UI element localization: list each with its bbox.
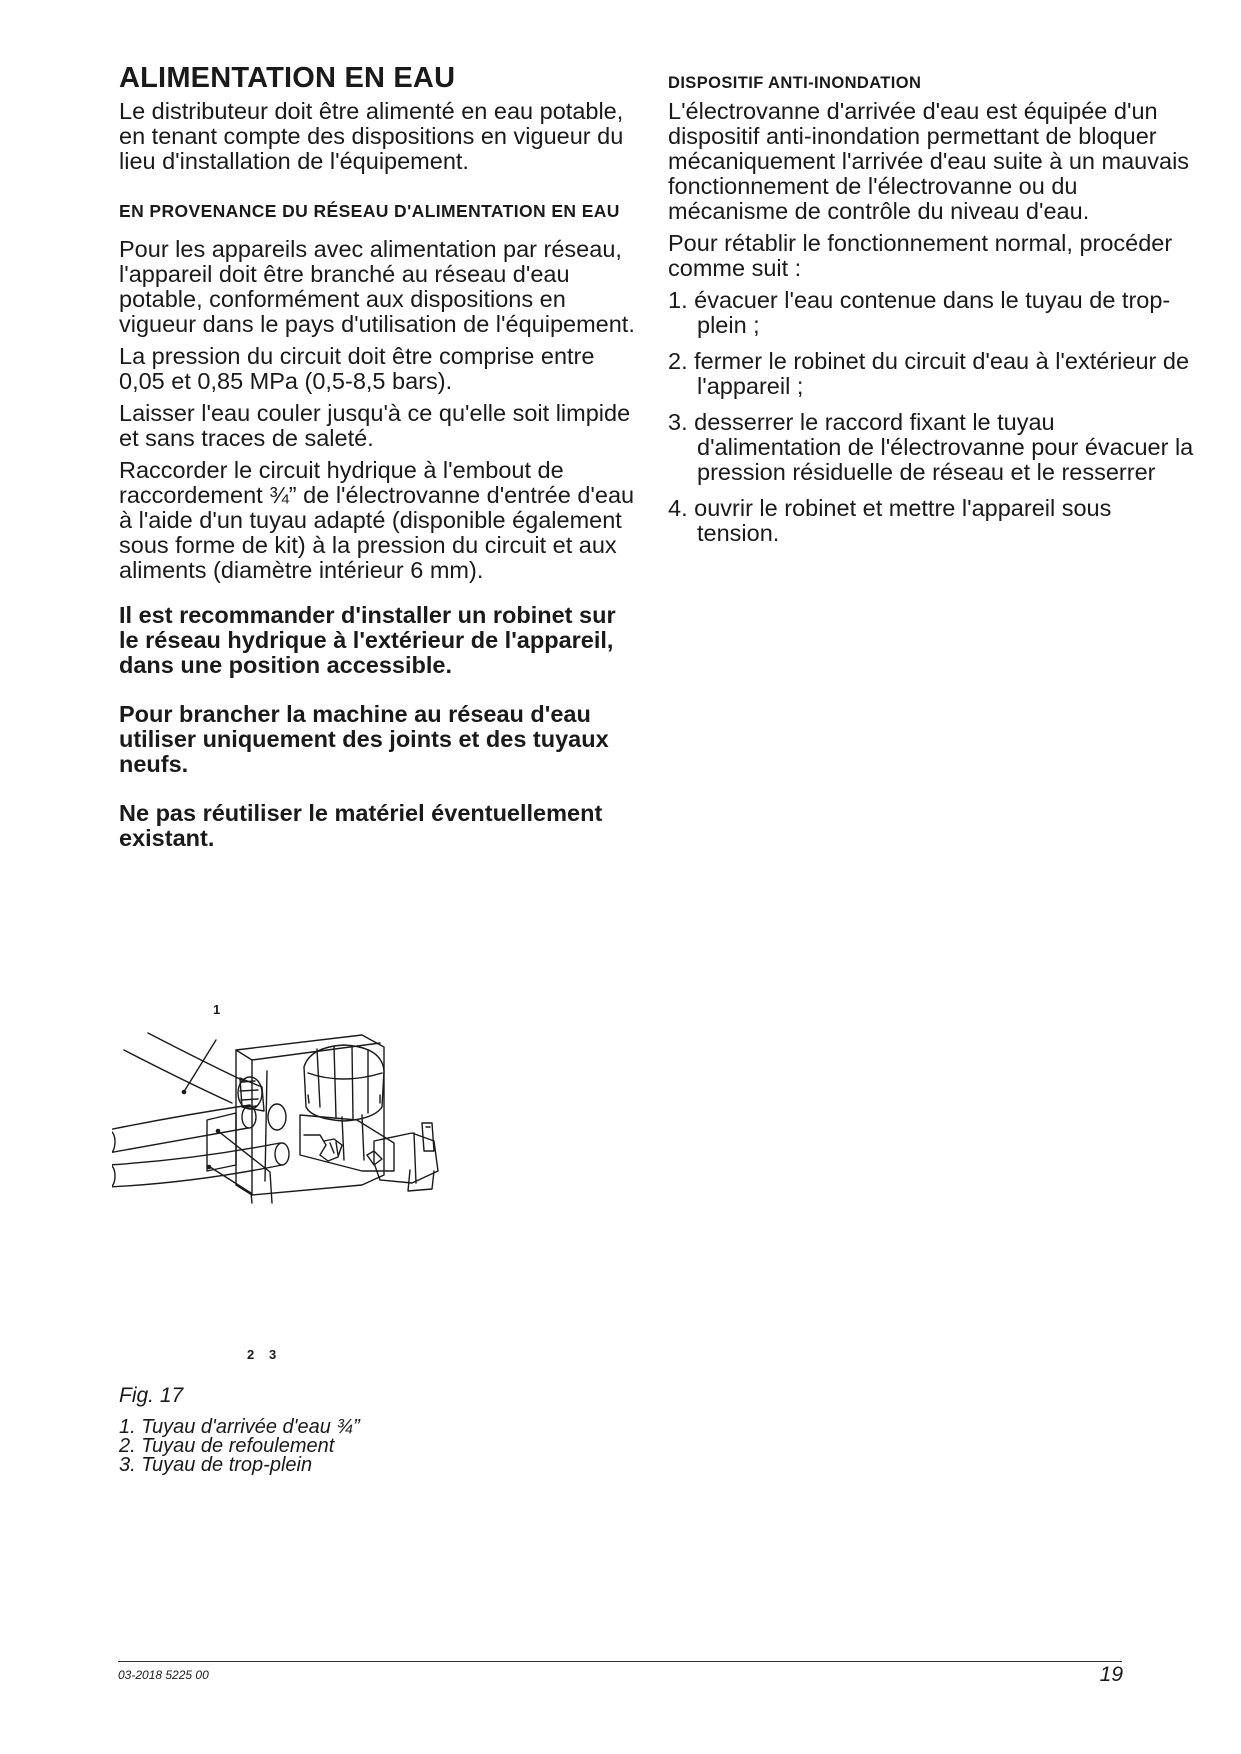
paragraph-connect: Raccorder le circuit hydrique à l'embout de raccordement ¾” de l'électrovanne d'entrée d'eau à l'aide d'un tuyau adapté (disponible également sous forme de kit) à la pression du circuit et aux aliments (diamètre intérieur 6 mm). [119,457,635,583]
subheading-anti-flood: DISPOSITIF ANTI-INONDATION [668,74,922,92]
section-title: ALIMENTATION EN EAU [119,62,456,94]
steps-list [668,288,1198,546]
warning-no-reuse: Ne pas réutiliser le matériel éventuellement existant. [119,800,603,851]
subheading-network: EN PROVENANCE DU RÉSEAU D'ALIMENTATION EN EAU [119,201,620,221]
paragraph-anti-flood: L'électrovanne d'arrivée d'eau est équipée d'un dispositif anti-inondation permettant de bloquer mécaniquement l'arrivée d'eau suite à un mauvais fonctionnement de l'électrovanne ou du mécanisme de contrôle du niveau d'eau. [668,98,1190,224]
paragraph-flush: Laisser l'eau couler jusqu'à ce qu'elle soit limpide et sans traces de saleté. [119,400,631,451]
footer-divider [118,1661,1122,1662]
paragraph-pressure: La pression du circuit doit être comprise entre 0,05 et 0,85 MPa (0,5-8,5 bars). [119,343,595,394]
intro-paragraph: Le distributeur doit être alimenté en eau potable, en tenant compte des dispositions en vigueur du lieu d'installation de l'équipement. [119,98,624,174]
paragraph-network: Pour les appareils avec alimentation par réseau, l'appareil doit être branché au réseau d'eau potable, conformément aux dispositions en vigueur dans le pays d'utilisation de l'équipement. [119,236,635,337]
left-column [119,62,639,875]
warning-tap: Il est recommander d'installer un robinet sur le réseau hydrique à l'extérieur de l'appareil, dans une position accessible. [119,602,616,678]
legend-item: 2. Tuyau de refoulement [119,1435,335,1457]
figure-caption: Fig. 17 [119,1384,184,1407]
page-number: 19 [1099,1663,1123,1686]
footer-document-code: 03-2018 5225 00 [118,1668,209,1682]
warning-new-parts: Pour brancher la machine au réseau d'eau utiliser uniquement des joints et des tuyaux neufs. [119,701,609,777]
step-item: 3. desserrer le raccord fixant le tuyau d'alimentation de l'électrovanne pour évacuer la pression résiduelle de réseau et le resserrer [668,409,1194,485]
paragraph-restore: Pour rétablir le fonctionnement normal, procéder comme suit : [668,230,1173,281]
step-item: 4. ouvrir le robinet et mettre l'appareil sous tension. [668,495,1112,546]
step-item: 2. fermer le robinet du circuit d'eau à l'extérieur de l'appareil ; [668,348,1190,399]
right-column [668,62,1198,557]
figure-callout-3: 3 [269,1347,277,1362]
legend-item: 3. Tuyau de trop-plein [119,1454,313,1476]
figure-callout-1: 1 [213,1002,221,1017]
legend-item: 1. Tuyau d'arrivée d'eau ¾” [119,1416,360,1438]
step-item: 1. évacuer l'eau contenue dans le tuyau de trop-plein ; [668,287,1171,338]
solenoid-valve-illustration [112,995,512,1370]
figure-callout-2: 2 [247,1347,255,1362]
figure-legend [119,1418,360,1475]
